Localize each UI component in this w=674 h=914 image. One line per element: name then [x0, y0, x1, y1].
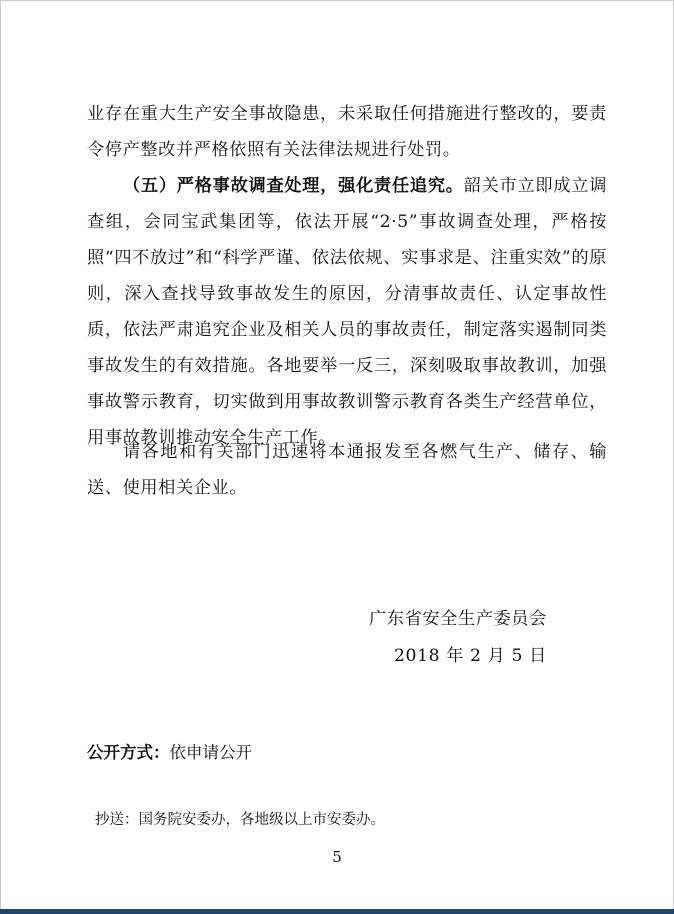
cc-line: 抄送：国务院安委办，各地级以上市安委办。	[95, 812, 385, 828]
page-number: 5	[332, 848, 342, 866]
signature-organization: 广东省安全生产委员会	[369, 609, 547, 629]
closing-request: 请各地和有关部门迅速将本通报发至各燃气生产、储存、输送、使用相关企业。	[87, 442, 607, 498]
paragraph-continuation: 业存在重大生产安全事故隐患，未采取任何措施进行整改的，要责令停产整改并严格依照有关法律法规进行处罚。	[87, 104, 607, 160]
section-5-body: 韶关市立即成立调查组，会同宝武集团等，依法开展“2·5”事故调查处理，严格按照“四不放过”和“科学严谨、依法依规、实事求是、注重实效”的原则，深入查找导致事故发生的原因，分清事故责任、认定事故性质，依法严肃追究企业及相关人员的事故责任，制定落实遏制同类事故发生的有效措施。各地要举一反三，深刻吸取事故教训，加强事故警示教育，切实做到用事故教训警示教育各类生产经营单位，用事故教训推动安全生产工作。	[87, 176, 607, 448]
disclosure-line	[87, 739, 252, 763]
section-5-heading: （五）严格事故调查处理，强化责任追究。	[123, 176, 464, 196]
bottom-rule	[0, 909, 674, 914]
disclosure-value: 依申请公开	[169, 743, 252, 762]
section-5-paragraph	[87, 168, 607, 456]
signature-date: 2018 年 2 月 5 日	[394, 646, 547, 666]
disclosure-label: 公开方式：	[87, 743, 170, 762]
